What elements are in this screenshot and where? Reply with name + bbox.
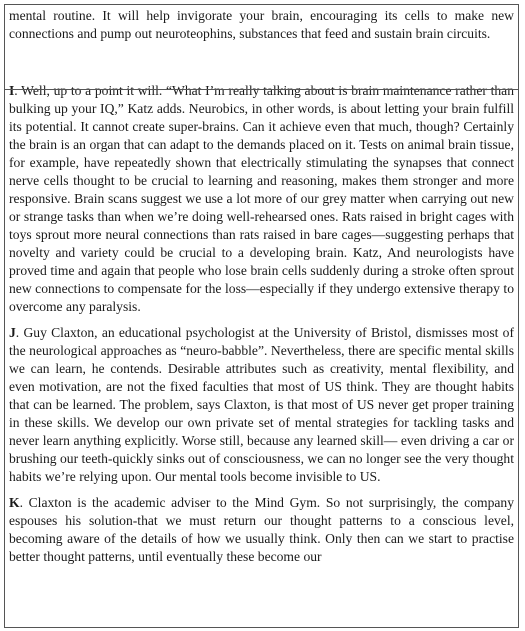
- paragraph-i-text: . Well, up to a point it will. “What I’m really talking about is brain maintenance rather than bulking up your IQ,” Katz adds. Neurobics, in other words, is about letting your brain fulfill its potential. It cannot create super-brains. Can it achieve even that much, though? Certainly the brain is an organ that can adapt to the demands placed on it. Tests on animal brain tissue, for example, have repeatedly shown that electrically stimulating the synapses that connect nerve cells thought to be crucial to learning and reasoning, makes them stronger and more responsive. Brain scans suggest we use a lot more of our grey matter when carrying out new or strange tasks than when we’re doing well-rehearsed ones. Rats raised in bright cages with toys sprout more neural connections than rats raised in bare cages—suggesting perhaps that novelty and variety could be crucial to a developing brain. Katz, And neurologists have proved time and again that people who lose brain cells suddenly during a stroke often sprout new connections to compensate for the loss—especially if they undergo extensive therapy to overcome any paralysis.: [9, 83, 514, 314]
- paragraph-i-letter: I: [9, 83, 15, 98]
- paragraph-intro: [5, 5, 518, 43]
- section-divider: [5, 89, 518, 90]
- paragraph-k: [5, 494, 518, 566]
- paragraph-k-text: . Claxton is the academic adviser to the Mind Gym. So not surprisingly, the company espouses his solution-that we must return our thought patterns to a conscious level, becoming aware of the details of how we usually think. Only then can we start to practise better thought patterns, until eventually these become our: [9, 495, 514, 564]
- paragraph-intro-text: mental routine. It will help invigorate your brain, encouraging its cells to make new connections and pump out neuroteophins, substances that feed and sustain brain circuits.: [9, 8, 514, 41]
- paragraph-j-letter: J: [9, 325, 16, 340]
- paragraph-i: [5, 82, 518, 316]
- paragraph-j: [5, 324, 518, 486]
- paragraph-k-letter: K: [9, 495, 20, 510]
- paragraph-j-text: . Guy Claxton, an educational psychologist at the University of Bristol, dismisses most of the neurological approaches as “neuro-babble”. Nevertheless, there are specific mental skills we can learn, he contends. Desirable attributes such as creativity, mental flexibility, and even motivation, are not the fixed faculties that most of US think. They are thought habits that can be learned. The problem, says Claxton, is that most of US never get proper training in these skills. We develop our own private set of mental strategies for tackling tasks and never learn anything explicitly. Worse still, because any learned skill— even driving a car or brushing our teeth-quickly sinks out of consciousness, we can no longer see the very thought habits we’re relying upon. Our mental tools become invisible to US.: [9, 325, 514, 484]
- document-frame: [4, 4, 519, 628]
